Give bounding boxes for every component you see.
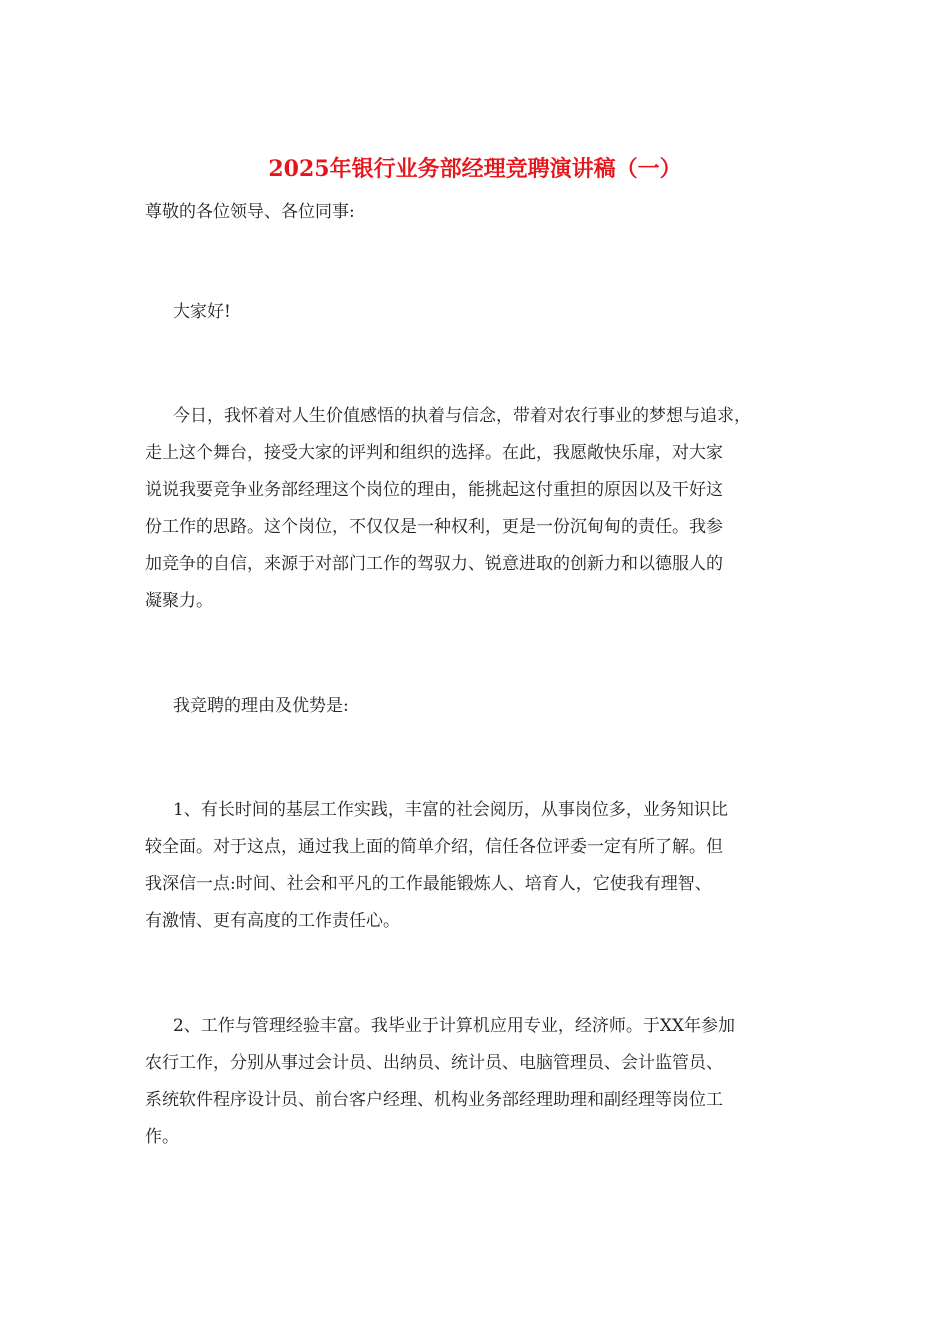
paragraph-1-line-2: 走上这个舞台，接受大家的评判和组织的选择。在此，我愿敞快乐扉，对大家 (145, 443, 723, 463)
paragraph-3-line-1: 2、工作与管理经验丰富。我毕业于计算机应用专业，经济师。于XX年参加 (173, 1016, 736, 1036)
greeting: 大家好! (173, 302, 231, 322)
reasons-intro: 我竞聘的理由及优势是: (173, 696, 349, 716)
paragraph-2-line-1: 1、有长时间的基层工作实践，丰富的社会阅历，从事岗位多，业务知识比 (173, 800, 728, 820)
paragraph-1-line-5: 加竞争的自信，来源于对部门工作的驾驭力、锐意进取的创新力和以德服人的 (145, 554, 723, 574)
paragraph-1-line-3: 说说我要竞争业务部经理这个岗位的理由，能挑起这付重担的原因以及干好这 (145, 480, 723, 500)
paragraph-2-line-4: 有激情、更有高度的工作责任心。 (145, 911, 400, 931)
paragraph-1-line-1: 今日，我怀着对人生价值感悟的执着与信念，带着对农行事业的梦想与追求， (173, 406, 751, 426)
paragraph-3-line-3: 系统软件程序设计员、前台客户经理、机构业务部经理助理和副经理等岗位工 (145, 1090, 723, 1110)
paragraph-2-line-2: 较全面。对于这点，通过我上面的简单介绍，信任各位评委一定有所了解。但 (145, 837, 723, 857)
document-title: 2025年银行业务部经理竞聘演讲稿（一） (268, 156, 682, 182)
salutation: 尊敬的各位领导、各位同事: (145, 202, 355, 222)
paragraph-2-line-3: 我深信一点:时间、社会和平凡的工作最能锻炼人、培育人，它使我有理智、 (145, 874, 712, 894)
paragraph-1-line-4: 份工作的思路。这个岗位，不仅仅是一种权利，更是一份沉甸甸的责任。我参 (145, 517, 723, 537)
paragraph-3-line-4: 作。 (145, 1127, 179, 1147)
paragraph-3-line-2: 农行工作，分别从事过会计员、出纳员、统计员、电脑管理员、会计监管员、 (145, 1053, 723, 1073)
paragraph-1-line-6: 凝聚力。 (145, 591, 213, 611)
